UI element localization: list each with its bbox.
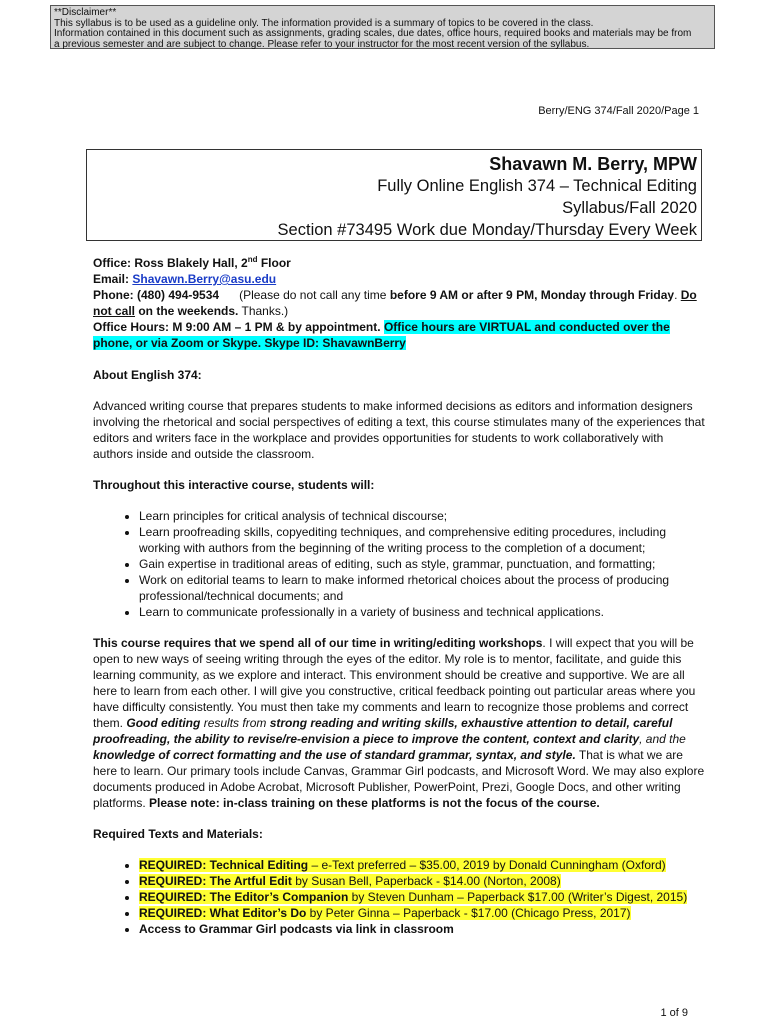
list-item: • Access to Grammar Girl podcasts via link in classroom (139, 921, 705, 937)
list-item (139, 873, 705, 889)
list-item: • Work on editorial teams to learn to make informed rhetorical choices about the process of producing professional/technical documents; and (139, 572, 705, 604)
disclaimer-title: **Disclaimer** (54, 7, 117, 18)
book-details: by Peter Ginna – Paperback - $17.00 (Chicago Press, 2017) (306, 906, 631, 920)
platform-note: Please note: in-class training on these platforms is not the focus of the course. (149, 796, 600, 810)
book-title: REQUIRED: The Editor’s Companion (139, 890, 349, 904)
book-details: by Susan Bell, Paperback - $14.00 (Norton, 2008) (291, 874, 561, 888)
contact-block (93, 255, 705, 351)
office-hours-line (93, 319, 705, 351)
required-heading: Required Texts and Materials: (93, 827, 263, 841)
and-the: , and the (639, 732, 686, 746)
about-heading: About English 374: (93, 368, 202, 382)
hours-value: : M 9:00 AM – 1 PM & by appointment. (165, 320, 384, 334)
workshop-lead: This course requires that we spend all of our time in writing/editing workshops (93, 636, 543, 650)
about-section (93, 367, 705, 462)
instructor-name: Shavawn M. Berry, MPW (489, 154, 697, 174)
office-line (93, 255, 705, 271)
email-line (93, 271, 705, 287)
book-title: REQUIRED: What Editor’s Do (139, 906, 307, 920)
workshop-section (93, 635, 705, 811)
do-not-call: Do not call (93, 288, 697, 318)
book-details: – e-Text preferred – $35.00, 2019 by Donald Cunningham (Oxford) (308, 858, 666, 872)
office-sup: nd (247, 255, 258, 264)
workshop-tools: That is what we are here to learn. Our primary tools include Canvas, Grammar Girl podcasts, and Microsoft Word. We may also explore documents produced in Adobe Acrobat, Microsoft Publisher, PowerPoint, Prezi, Google Docs, and other writing platforms. (93, 748, 705, 810)
section-info: Section #73495 Work due Monday/Thursday Every Week (277, 221, 697, 239)
syllabus-term: Syllabus/Fall 2020 (562, 199, 697, 217)
outcomes-section (93, 477, 705, 620)
email-label: Email: (93, 272, 133, 286)
phone-hours: before 9 AM or after 9 PM, Monday through Friday (389, 288, 675, 302)
list-item (139, 857, 705, 873)
knowledge-emphasis: knowledge of correct formatting and the use of standard grammar, syntax, and style. (93, 748, 576, 762)
hours-virtual-highlight: Office hours are VIRTUAL and conducted over the phone, or via Zoom or Skype. Skype ID: ShavawnBerry (93, 320, 670, 350)
phone-label: Phone: (480) 494-9534 (93, 288, 220, 302)
disclaimer-line: This syllabus is to be used as a guideline only. The information provided is a summary of topics to be covered in the class. (54, 17, 594, 29)
email-link[interactable]: Shavawn.Berry@asu.edu (132, 272, 277, 286)
course-title: Fully Online English 374 – Technical Editing (377, 177, 697, 195)
office-label: Office: Ross Blakely Hall, 2 (93, 256, 248, 270)
hours-label: Office Hours (93, 320, 166, 334)
phone-note: (Please do not call any time (219, 288, 390, 302)
workshop-paragraph (93, 635, 705, 811)
phone-line (93, 287, 705, 319)
required-section (93, 826, 705, 937)
disclaimer-line: Information contained in this document such as assignments, grading scales, due dates, office hours, required books and materials may be from (54, 28, 692, 39)
about-body: Advanced writing course that prepares students to make informed decisions as editors and information designers involving the rhetorical and social perspectives of editing a text, this course stimulates many of the experiences that editors and writers face in the workplace and provides opportunities for students to work collaboratively with authors inside and outside the classroom. (93, 399, 705, 461)
document-body (93, 255, 705, 937)
list-item: • Gain expertise in traditional areas of editing, such as style, grammar, punctuation, and formatting; (139, 556, 705, 572)
book-title: REQUIRED: Technical Editing (139, 858, 309, 872)
list-item (139, 889, 705, 905)
results-from: results from (200, 716, 270, 730)
list-item: • Learn principles for critical analysis of technical discourse; (139, 508, 705, 524)
phone-weekends: on the weekends. (135, 304, 239, 318)
outcomes-heading: Throughout this interactive course, students will: (93, 478, 375, 492)
skills-emphasis: strong reading and writing skills, exhaustive attention to detail, careful proofreading, the ability to revise/re-envision a piece to improve the content, context and clarity (93, 716, 673, 746)
list-item: • Learn to communicate professionally in a variety of business and technical applications. (139, 604, 705, 620)
book-details: by Steven Dunham – Paperback $17.00 (Writer’s Digest, 2015) (348, 890, 688, 904)
phone-thanks: Thanks.) (238, 304, 289, 318)
page-number: 1 of 9 (660, 1007, 688, 1019)
disclaimer-line: a previous semester and are subject to change. Please refer to your instructor for the most recent version of the syllabus. (54, 38, 590, 50)
list-item: • Learn proofreading skills, copyediting techniques, and comprehensive editing procedures, including working with authors from the beginning of the writing process to the completion of a document; (139, 524, 705, 556)
list-item (139, 905, 705, 921)
disclaimer-box (50, 5, 715, 49)
office-tail: Floor (257, 256, 291, 270)
workshop-text: . I will expect that you will be open to new ways of seeing writing through the eyes of the editor. My role is to mentor, facilitate, and guide this learning community, as we explore and interact. This environment should be creative and supportive. We are all here to learn from each other. I will give you constructive, critical feedback pointing out particular areas where you have difficulty consistently. You must then take my comments and learn to recognize those problems and correct them. (93, 636, 696, 730)
outcomes-list (93, 508, 705, 620)
required-list (93, 857, 705, 937)
title-box (86, 149, 702, 241)
phone-punct: . (674, 288, 681, 302)
page-header: Berry/ENG 374/Fall 2020/Page 1 (538, 105, 699, 117)
good-editing: Good editing (126, 716, 201, 730)
book-title: REQUIRED: The Artful Edit (139, 874, 292, 888)
